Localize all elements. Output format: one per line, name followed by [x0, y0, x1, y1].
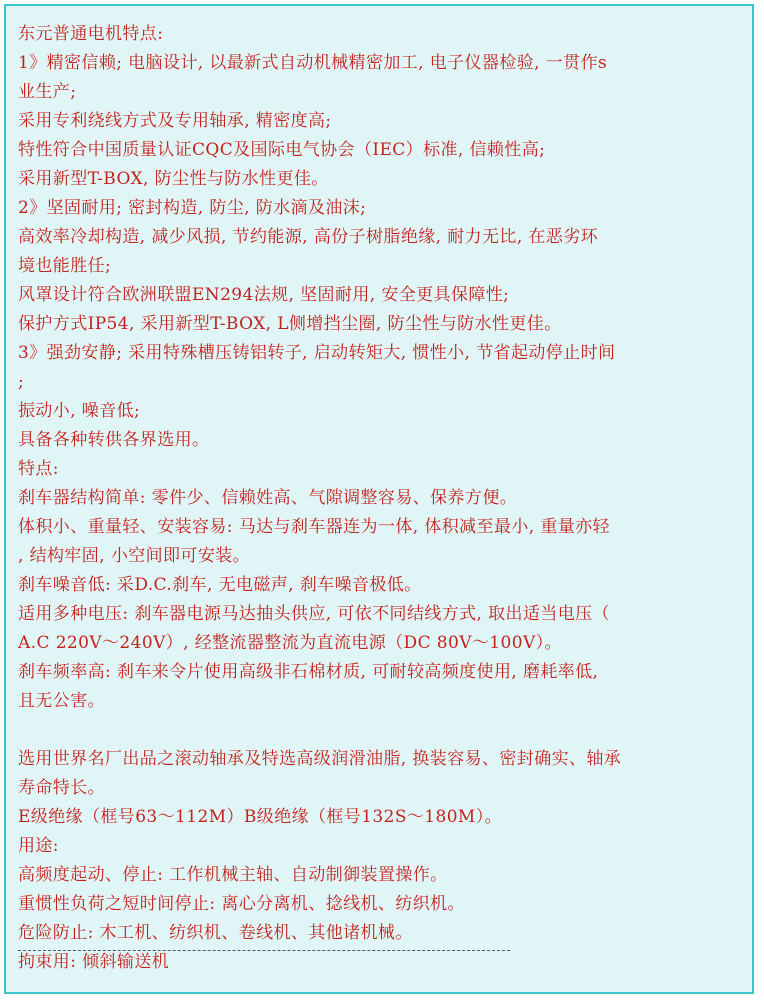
text-line: 保护方式IP54, 采用新型T-BOX, L侧增挡尘圈, 防尘性与防水性更佳。 — [18, 314, 562, 334]
text-line: 东元普通电机特点: — [18, 24, 164, 44]
text-line: 风罩设计符合欧洲联盟EN294法规, 坚固耐用, 安全更具保障性; — [18, 285, 510, 305]
text-line: 2》坚固耐用; 密封构造, 防尘, 防水滴及油沫; — [18, 198, 367, 218]
text-line: E级绝缘（框号63～112M）B级绝缘（框号132S～180M）。 — [18, 807, 503, 827]
text-line: , 结构牢固, 小空间即可安装。 — [18, 546, 251, 566]
text-line: 采用专利绕线方式及专用轴承, 精密度高; — [18, 111, 332, 131]
text-line: 特性符合中国质量认证CQC及国际电气协会（IEC）标准, 信赖性高; — [18, 140, 546, 160]
text-line: 3》强劲安静; 采用特殊槽压铸铝转子, 启动转矩大, 惯性小, 节省起动停止时间 — [18, 343, 616, 363]
text-line: 境也能胜任; — [18, 256, 112, 276]
text-line: 危险防止: 木工机、纺织机、卷线机、其他诸机械。 — [18, 923, 413, 943]
text-line: 刹车噪音低: 采D.C.刹车, 无电磁声, 刹车噪音极低。 — [18, 575, 422, 595]
text-line: 采用新型T-BOX, 防尘性与防水性更佳。 — [18, 169, 329, 189]
text-line: 拘束用: 倾斜输送机 — [18, 952, 170, 972]
text-line: 且无公害。 — [18, 691, 105, 711]
text-line: 选用世界名厂出品之滚动轴承及特选高级润滑油脂, 换装容易、密封确实、轴承 — [18, 749, 622, 769]
product-description-panel — [4, 4, 754, 994]
text-line: A.C 220V～240V）, 经整流器整流为直流电源（DC 80V～100V）。 — [18, 633, 562, 653]
text-line: 寿命特长。 — [18, 778, 105, 798]
blank-line — [18, 716, 754, 745]
text-line: 用途: — [18, 836, 59, 856]
text-line: ; — [18, 372, 25, 392]
text-line: 振动小, 噪音低; — [18, 401, 141, 421]
text-line: 特点: — [18, 459, 59, 479]
text-line: 刹车频率高: 刹车来令片使用高级非石棉材质, 可耐较高频度使用, 磨耗率低, — [18, 662, 599, 682]
text-line: 具备各种转供各界选用。 — [18, 430, 210, 450]
dashed-divider — [18, 950, 510, 951]
text-line: 高效率冷却构造, 减少风损, 节约能源, 高份子树脂绝缘, 耐力无比, 在恶劣环 — [18, 227, 599, 247]
text-line: 业生产; — [18, 82, 77, 102]
text-line: 适用多种电压: 刹车器电源马达抽头供应, 可依不同结线方式, 取出适当电压（ — [18, 604, 610, 624]
text-line: 体积小、重量轻、安装容易: 马达与刹车器连为一体, 体积减至最小, 重量亦轻 — [18, 517, 610, 537]
text-line: 高频度起动、停止: 工作机械主轴、自动制御装置操作。 — [18, 865, 448, 885]
text-line: 重惯性负荷之短时间停止: 离心分离机、捻线机、纺织机。 — [18, 894, 465, 914]
text-line: 刹车器结构简单: 零件少、信赖姓高、气隙调整容易、保养方便。 — [18, 488, 518, 508]
description-text — [18, 20, 754, 977]
text-line: 1》精密信赖; 电脑设计, 以最新式自动机械精密加工, 电子仪器检验, 一贯作s — [18, 53, 608, 73]
